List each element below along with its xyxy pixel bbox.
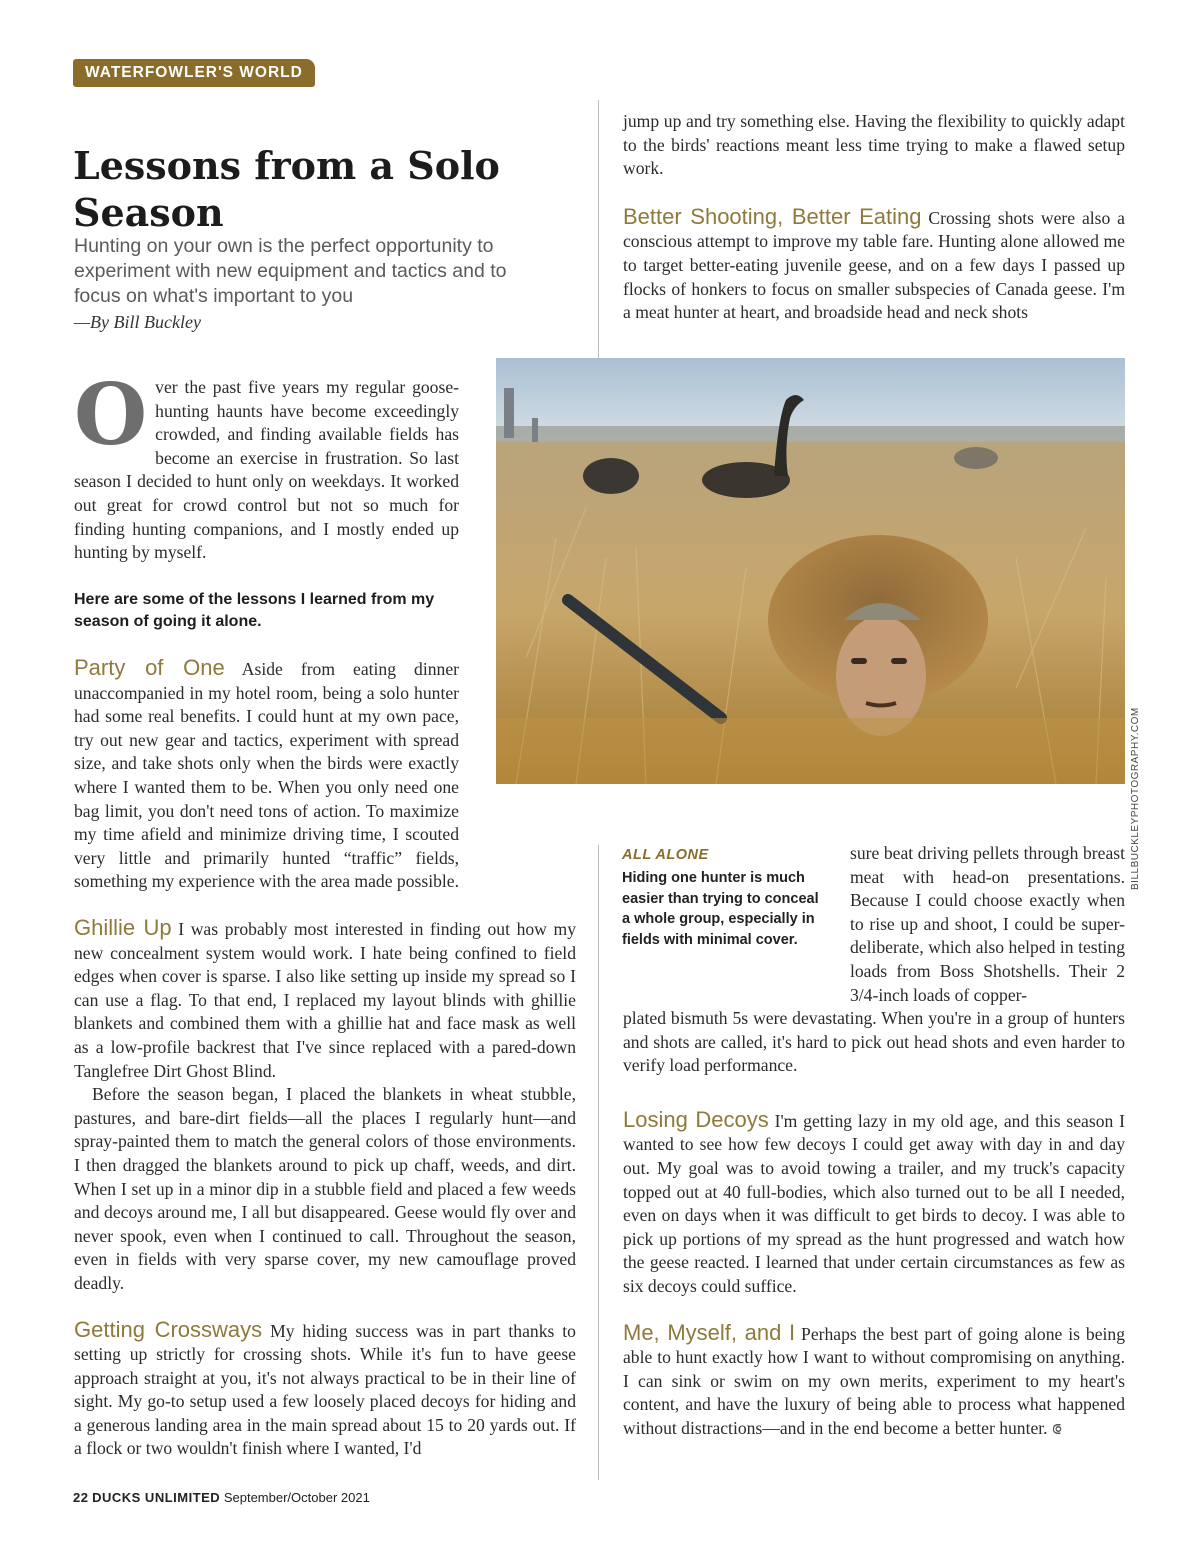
party-text: Aside from eating dinner unaccompanied in my hotel room, being a solo hunter had some real benefits. I could hunt at my own pace, try out new gear and tactics, experiment with spread size, and take shots only when the birds were exactly where I wanted them to be. When you only need one bag limit, you don't need tons of action. To maximize my time afield and minimize driving time, I scouted very little and primarily hunted “traffic” fields, something my experience with the area made possible. xyxy=(74,659,459,892)
headline: Lessons from a Solo Season xyxy=(73,143,500,235)
magazine-name: DUCKS UNLIMITED xyxy=(92,1490,221,1505)
intro-text: ver the past five years my regular goose-hunting haunts have become exceedingly crowded, and finding available fields has become an exercise in frustration. So last season I decided to hunt only on weekdays. It worked out great for crowd control but not so much for finding hunting companions, and I mostly ended up hunting by myself. xyxy=(74,377,459,563)
column-rule-bottom xyxy=(598,845,599,1480)
subhead-better-shooting: Better Shooting, Better Eating xyxy=(623,203,922,229)
intro-block xyxy=(74,365,459,633)
column-rule-top xyxy=(598,100,599,358)
deck: Hunting on your own is the perfect opportunity to experiment with new equipment and tactics and to focus on what's important to you xyxy=(74,235,507,307)
page-footer xyxy=(73,1490,370,1505)
crossways-continued: jump up and try something else. Having the flexibility to quickly adapt to the birds' reactions meant less time trying to make a flawed setup work. xyxy=(623,111,1125,179)
dropcap: O xyxy=(74,365,148,464)
subhead-losing-decoys: Losing Decoys xyxy=(623,1106,769,1132)
left-column-lower xyxy=(74,916,576,1461)
crossways-text: My hiding success was in part thanks to setting up strictly for crossing shots. While it's fun to have geese approach straight at you, it's not always practical to be in their line of sight. My go-to setup used a few loosely placed decoys for hiding and a generous landing area in the main spread about 15 to 20 yards out. If a flock or two wouldn't finish where I wanted, I'd xyxy=(74,1320,576,1459)
ghillie-text: I was probably most interested in finding out how my new concealment system would work. I hate being confined to field edges when cover is sparse. I also like setting up inside my spread so I can use a flag. To that end, I replaced my layout blinds with ghillie blankets and combined them with a ghillie hat and face mask as well as a low-profile backrest that I've since replaced with a pared-down Tanglefree Dirt Ghost Blind. xyxy=(74,919,576,1081)
issue-date: September/October 2021 xyxy=(223,1490,370,1505)
ghillie-text-2: Before the season began, I placed the blankets in wheat stubble, pastures, and bare-dirt fields—all the places I regularly hunt—and spray-painted them to match the general colors of those environments. I then dragged the blankets around to pick up chaff, weeds, and dirt. When I set up in a minor dip in a stubble field and placed a few weeds and decoys around me, I all but disappeared. Geese would fly over and never spook, even when I continued to call. Throughout the season, even in fields with very sparse cover, my new camouflage proved deadly. xyxy=(74,1084,576,1293)
right-column-top xyxy=(623,110,1125,325)
end-mark-icon: ⟃ xyxy=(1051,1420,1062,1438)
subhead-getting-crossways: Getting Crossways xyxy=(74,1316,263,1342)
subhead-me-myself-and-i: Me, Myself, and I xyxy=(623,1319,796,1345)
caption-title: ALL ALONE xyxy=(622,847,709,863)
intro-lead: Here are some of the lessons I learned from my season of going it alone. xyxy=(74,590,435,630)
section-party-of-one xyxy=(74,656,459,894)
hunter-photo xyxy=(496,358,1125,784)
photo-credit: BILLBUCKLEYPHOTOGRAPHY.COM xyxy=(1130,707,1141,890)
subhead-party-of-one: Party of One xyxy=(74,655,225,680)
myself-text: Perhaps the best part of going alone is being able to hunt exactly how I want to without compromising on anything. I can sink or swim on my own merits, experiment to my heart's content, and have the luxury of being able to process what happened without distractions—and in the end become a better hunter. xyxy=(623,1323,1125,1438)
byline: —By Bill Buckley xyxy=(74,312,201,332)
page-number: 22 xyxy=(73,1490,89,1505)
section-tag: WATERFOWLER'S WORLD xyxy=(73,59,315,87)
shooting-continued-a: sure beat driving pellets through breast meat with head-on presentations. Because I could choose exactly when to rise up and shoot, I could be super-deliberate, which also helped in testing loads from Boss Shotshells. Their 2 3/4-inch loads of copper- xyxy=(850,843,1125,1005)
hunter-in-ghillie-image xyxy=(496,358,1125,784)
subhead-ghillie-up: Ghillie Up xyxy=(74,915,172,940)
shooting-text: Crossing shots were also a conscious attempt to improve my table fare. Hunting alone allowed me to target better-eating juvenile geese, and on a few days I passed up flocks of honkers to focus on smaller subspecies of Canada geese. I'm a meat hunter at heart, and broadside head and neck shots xyxy=(623,207,1125,323)
shooting-continued-b: plated bismuth 5s were devastating. When you're in a group of hunters and shots are called, it's hard to pick out head shots and even harder to verify load performance. xyxy=(623,1008,1125,1076)
caption-text: Hiding one hunter is much easier than trying to conceal a whole group, especially in fields with minimal cover. xyxy=(622,870,819,948)
right-column-lower xyxy=(623,1007,1125,1442)
decoys-text: I'm getting lazy in my old age, and this season I wanted to see how few decoys I could get away with day in and day out. My goal was to avoid towing a trailer, and my truck's capacity topped out at 40 full-bodies, which also turned out to be all I needed, even on days when it was difficult to get birds to decoy. I was able to pick up portions of my spread as the hunt progressed and watch how the geese reacted. I learned that under certain circumstances as few as six decoys could suffice. xyxy=(623,1110,1125,1296)
